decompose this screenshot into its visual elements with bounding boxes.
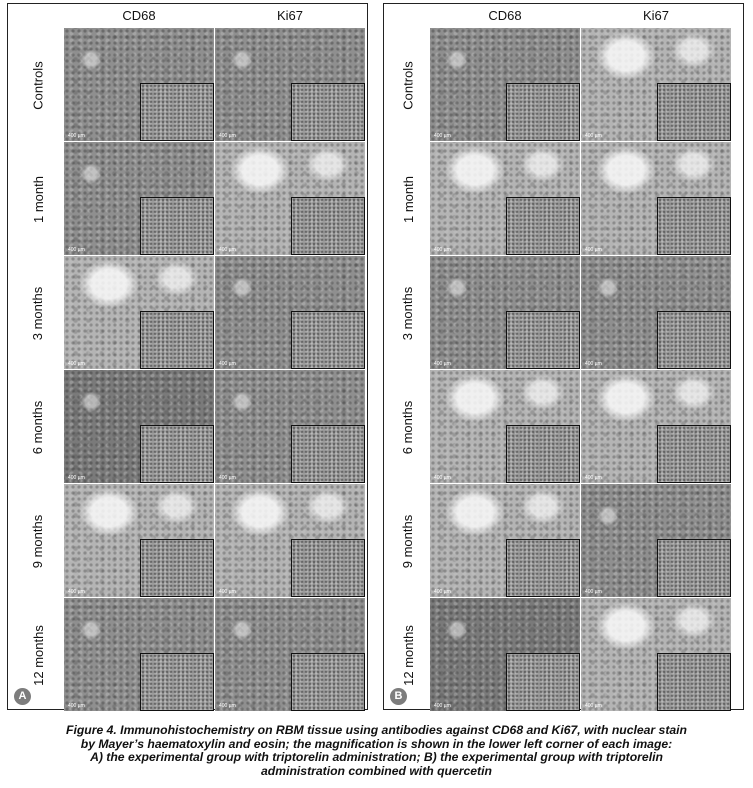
micrograph-cd68-6-months (430, 370, 580, 483)
scale-bar: 400 µm (68, 133, 85, 139)
micrograph-cd68-6-months (64, 370, 214, 483)
caption-line: Figure 4. Immunohistochemistry on RBM tissue using antibodies against CD68 and Ki67, with nuclear stain (66, 723, 687, 737)
scale-bar: 400 µm (68, 247, 85, 253)
row-label-12-months: 12 months (30, 624, 46, 686)
micrograph-cd68-1-month (64, 142, 214, 255)
inset-magnified (291, 83, 365, 141)
scale-bar: 400 µm (68, 703, 85, 709)
micrograph-cd68-3-months (430, 256, 580, 369)
micrograph-ki67-6-months (581, 370, 731, 483)
row-label-6-months: 6 months (400, 400, 416, 454)
micrograph-ki67-6-months (215, 370, 365, 483)
row-label-controls: Controls (30, 60, 46, 110)
inset-magnified (140, 311, 214, 369)
column-header-ki67: Ki67 (276, 8, 304, 23)
inset-magnified (140, 197, 214, 255)
inset-magnified (291, 197, 365, 255)
micrograph-ki67-12-months (581, 598, 731, 711)
scale-bar: 400 µm (219, 133, 236, 139)
micrograph-ki67-3-months (215, 256, 365, 369)
inset-magnified (291, 311, 365, 369)
inset-magnified (657, 197, 731, 255)
row-label-9-months: 9 months (30, 514, 46, 568)
micrograph-ki67-12-months (215, 598, 365, 711)
row-label-3-months: 3 months (30, 286, 46, 340)
micrograph-ki67-controls (581, 28, 731, 141)
panel-label-a: A (14, 688, 31, 705)
column-header-cd68: CD68 (122, 8, 156, 23)
micrograph-ki67-9-months (581, 484, 731, 597)
micrograph-cd68-9-months (64, 484, 214, 597)
scale-bar: 400 µm (585, 589, 602, 595)
row-label-3-months: 3 months (400, 286, 416, 340)
inset-magnified (291, 425, 365, 483)
micrograph-cd68-9-months (430, 484, 580, 597)
caption-line: by Mayer’s haematoxylin and eosin; the magnification is shown in the lower left corner of each image: (80, 736, 673, 751)
inset-magnified (657, 539, 731, 597)
panel-a (7, 3, 368, 710)
caption-line: administration combined with quercetin (261, 763, 492, 778)
scale-bar: 400 µm (585, 247, 602, 253)
inset-magnified (657, 425, 731, 483)
inset-magnified (657, 653, 731, 711)
micrograph-ki67-9-months (215, 484, 365, 597)
scale-bar: 400 µm (585, 361, 602, 367)
column-header-cd68: CD68 (488, 8, 522, 23)
scale-bar: 400 µm (434, 475, 451, 481)
micrograph-cd68-12-months (64, 598, 214, 711)
panel-b (383, 3, 744, 710)
scale-bar: 400 µm (434, 703, 451, 709)
micrograph-cd68-controls (64, 28, 214, 141)
micrograph-cd68-controls (430, 28, 580, 141)
inset-magnified (506, 653, 580, 711)
inset-magnified (291, 653, 365, 711)
inset-magnified (657, 311, 731, 369)
inset-magnified (140, 653, 214, 711)
row-label-1-month: 1 month (30, 175, 46, 223)
inset-magnified (506, 83, 580, 141)
scale-bar: 400 µm (434, 361, 451, 367)
micrograph-cd68-12-months (430, 598, 580, 711)
scale-bar: 400 µm (68, 589, 85, 595)
inset-magnified (140, 83, 214, 141)
figure-caption (10, 724, 743, 778)
column-header-ki67: Ki67 (642, 8, 670, 23)
inset-magnified (657, 83, 731, 141)
inset-magnified (506, 197, 580, 255)
scale-bar: 400 µm (585, 703, 602, 709)
inset-magnified (140, 539, 214, 597)
row-label-1-month: 1 month (400, 175, 416, 223)
inset-magnified (506, 539, 580, 597)
scale-bar: 400 µm (219, 703, 236, 709)
scale-bar: 400 µm (219, 247, 236, 253)
scale-bar: 400 µm (219, 475, 236, 481)
micrograph-cd68-3-months (64, 256, 214, 369)
micrograph-ki67-1-month (215, 142, 365, 255)
scale-bar: 400 µm (68, 475, 85, 481)
inset-magnified (291, 539, 365, 597)
micrograph-ki67-controls (215, 28, 365, 141)
micrograph-cd68-1-month (430, 142, 580, 255)
scale-bar: 400 µm (434, 589, 451, 595)
scale-bar: 400 µm (68, 361, 85, 367)
micrograph-ki67-3-months (581, 256, 731, 369)
inset-magnified (506, 311, 580, 369)
scale-bar: 400 µm (219, 361, 236, 367)
row-label-6-months: 6 months (30, 400, 46, 454)
scale-bar: 400 µm (585, 133, 602, 139)
inset-magnified (506, 425, 580, 483)
inset-magnified (140, 425, 214, 483)
row-label-12-months: 12 months (400, 624, 416, 686)
scale-bar: 400 µm (434, 133, 451, 139)
scale-bar: 400 µm (219, 589, 236, 595)
micrograph-ki67-1-month (581, 142, 731, 255)
scale-bar: 400 µm (434, 247, 451, 253)
scale-bar: 400 µm (585, 475, 602, 481)
row-label-9-months: 9 months (400, 514, 416, 568)
caption-line: A) the experimental group with triptorelin administration; B) the experimental group with triptorelin (90, 750, 663, 765)
row-label-controls: Controls (400, 60, 416, 110)
panel-label-b: B (390, 688, 407, 705)
